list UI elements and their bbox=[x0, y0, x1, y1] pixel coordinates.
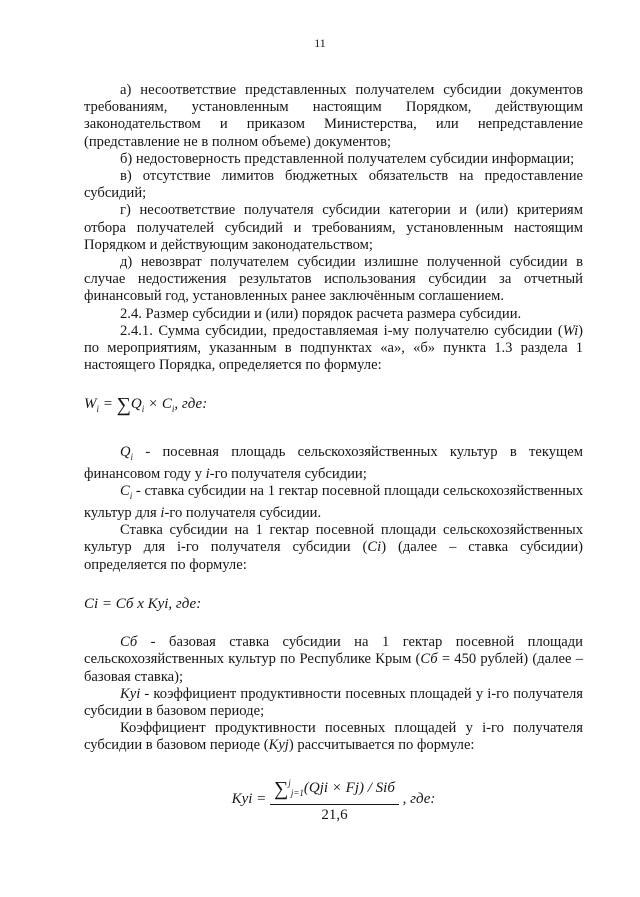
definition-ci: $C_i$ - ставка субсидии на 1 гектар посевной площади сельскохозяйственных культур для i-го получателя субсидии. bbox=[84, 482, 583, 522]
paragraph-2-4-1: 2.4.1. Сумма субсидии, предоставляемая i-му получателю субсидии (Wi) по мероприятиям, указанным в подпунктах «а», «б» пункта 1.3 раздела 1 настоящего Порядка, определяется по формуле: bbox=[84, 322, 583, 374]
formula-numerator: ∑$^j_{j=1}$(Qji × Fj) / Siб bbox=[270, 775, 399, 805]
formula-denominator: 21,6 bbox=[321, 806, 348, 823]
page-number: 11 bbox=[314, 36, 326, 50]
definition-qi: $Q_i$ - посевная площадь сельскохозяйственных культур в текущем финансовом году у i-го получателя субсидии; bbox=[84, 443, 583, 482]
document-body bbox=[84, 82, 583, 835]
definition-kyi: Kyi - коэффициент продуктивности посевных площадей у i-го получателя субсидии в базовом периоде; bbox=[84, 685, 583, 719]
paragraph-v: в) отсутствие лимитов бюджетных обязательств на предоставление субсидий; bbox=[84, 168, 583, 202]
paragraph-rate: Ставка субсидии на 1 гектар посевной площади сельскохозяйственных культур для i-го получателя субсидии (Ci) (далее – ставка субсидии) определяется по формуле: bbox=[84, 522, 583, 573]
formula-wi: $W_i = \sum Q_i \times C_i$, где: bbox=[84, 394, 208, 417]
paragraph-a: а) несоответствие представленных получателем субсидии документов требованиям, установленным настоящим Порядком, действующим законодательством и приказом Министерства, или непредставление (представление не в полном объеме) документов; bbox=[84, 82, 583, 150]
paragraph-b: б) недостоверность представленной получателем субсидии информации; bbox=[120, 150, 575, 167]
section-2-4-heading: 2.4. Размер субсидии и (или) порядок расчета размера субсидии. bbox=[120, 305, 522, 322]
formula-ci: Ci = Сб х Kyi, где: bbox=[84, 595, 202, 612]
definition-sb: Сб - базовая ставка субсидии на 1 гектар посевной площади сельскохозяйственных культур по Республике Крым (Сб = 450 рублей) (далее – базовая ставка); bbox=[84, 634, 583, 685]
formula-kyi: Kyi = $\frac{\sum^j_{j=1}(Qji \times Fj) / Siб}{21,6}$ , где: bbox=[84, 775, 583, 835]
paragraph-kyj: Коэффициент продуктивности посевных площадей у i-го получателя субсидии в базовом периоде (Kyj) рассчитывается по формуле: bbox=[84, 720, 583, 754]
paragraph-g: г) несоответствие получателя субсидии категории и (или) критериям отбора получателей субсидий и требованиям, установленным настоящим Порядком и действующим законодательством; bbox=[84, 202, 583, 253]
paragraph-d: д) невозврат получателем субсидии излишне полученной субсидии в случае недостижения результатов использования субсидии за отчетный финансовый год, установленных ранее заключённым соглашением. bbox=[84, 254, 583, 305]
formula-fraction bbox=[270, 775, 399, 824]
